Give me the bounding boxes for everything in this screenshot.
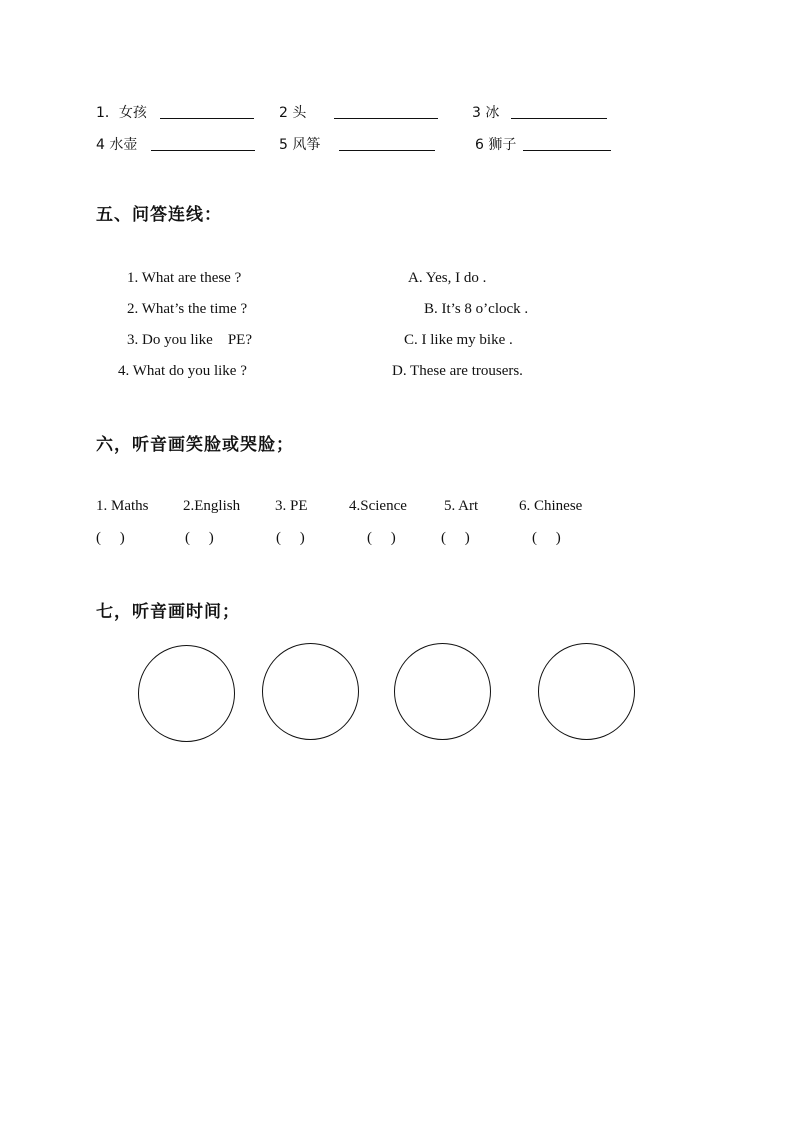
answer-c: C. I like my bike .	[404, 332, 513, 348]
subject-art: 5. Art	[444, 498, 479, 514]
subject-chinese: 6. Chinese	[519, 498, 583, 514]
section-7-heading: 七，听音画时间；	[96, 602, 240, 622]
clock-face-circle[interactable]	[262, 643, 359, 740]
face-answer-bracket[interactable]: ( )	[276, 530, 305, 546]
face-answer-bracket[interactable]: ( )	[96, 530, 125, 546]
subject-english: 2.English	[183, 498, 241, 514]
answer-a: A. Yes, I do .	[408, 270, 487, 286]
subject-science: 4.Science	[349, 498, 407, 514]
vocab-label-lion: 6 狮子	[475, 137, 517, 153]
section-5-heading: 五、问答连线：	[96, 205, 222, 225]
clock-face-circle[interactable]	[138, 645, 235, 742]
vocab-label-girl: 1．女孩	[96, 105, 147, 121]
vocab-label-kettle: 4 水壶	[96, 137, 138, 153]
question-4: 4. What do you like ?	[118, 363, 247, 379]
subject-maths: 1. Maths	[96, 498, 149, 514]
answer-blank[interactable]	[339, 149, 435, 151]
subject-pe: 3. PE	[275, 498, 308, 514]
face-answer-bracket[interactable]: ( )	[532, 530, 561, 546]
answer-b: B. It’s 8 o’clock .	[424, 301, 529, 317]
face-answer-bracket[interactable]: ( )	[185, 530, 214, 546]
answer-d: D. These are trousers.	[392, 363, 523, 379]
vocab-label-kite: 5 风筝	[279, 137, 321, 153]
vocab-label-head: 2 头	[279, 105, 307, 121]
answer-blank[interactable]	[523, 149, 611, 151]
question-1: 1. What are these ?	[127, 270, 242, 286]
answer-blank[interactable]	[334, 117, 438, 119]
question-3: 3. Do you like PE?	[127, 332, 252, 348]
section-6-heading: 六，听音画笑脸或哭脸；	[96, 435, 294, 455]
face-answer-bracket[interactable]: ( )	[367, 530, 396, 546]
answer-blank[interactable]	[151, 149, 255, 151]
answer-blank[interactable]	[160, 117, 254, 119]
face-answer-bracket[interactable]: ( )	[441, 530, 470, 546]
answer-blank[interactable]	[511, 117, 607, 119]
question-2: 2. What’s the time ?	[127, 301, 248, 317]
vocab-label-ice: 3 冰	[472, 105, 500, 121]
clock-face-circle[interactable]	[394, 643, 491, 740]
clock-face-circle[interactable]	[538, 643, 635, 740]
